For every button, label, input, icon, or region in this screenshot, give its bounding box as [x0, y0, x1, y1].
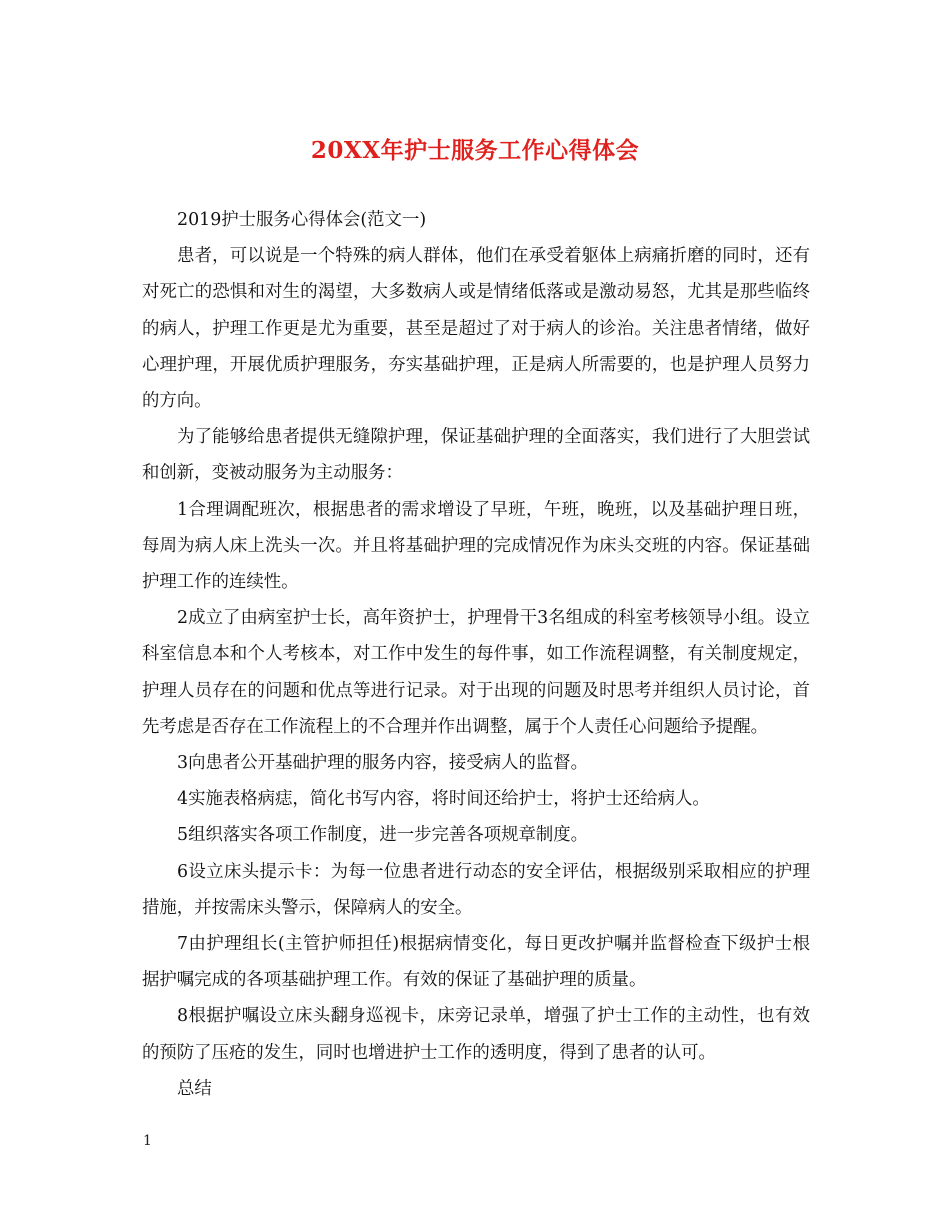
section-heading: 总结 — [177, 1078, 212, 1099]
list-item: 6设立床头提示卡：为每一位患者进行动态的安全评估，根据级别采取相应的护理措施，并按需床头警示，保障病人的安全。 — [142, 861, 810, 918]
document-title: 20XX年护士服务工作心得体会 — [310, 137, 640, 164]
list-item: 7由护理组长(主管护师担任)根据病情变化，每日更改护嘱并监督检查下级护士根据护嘱完成的各项基础护理工作。有效的保证了基础护理的质量。 — [142, 934, 810, 991]
list-item: 2成立了由病室护士长，高年资护士，护理骨干3名组成的科室考核领导小组。设立科室信息本和个人考核本，对工作中发生的每件事，如工作流程调整，有关制度规定，护理人员存在的问题和优点等进行记录。对于出现的问题及时思考并组织人员讨论，首先考虑是否存在工作流程上的不合理并作出调整，属于个人责任心问题给予提醒。 — [142, 608, 810, 737]
paragraph: 为了能够给患者提供无缝隙护理，保证基础护理的全面落实，我们进行了大胆尝试和创新，变被动服务为主动服务： — [142, 427, 810, 484]
paragraph: 患者，可以说是一个特殊的病人群体，他们在承受着躯体上病痛折磨的同时，还有对死亡的恐惧和对生的渴望，大多数病人或是情绪低落或是激动易怒，尤其是那些临终的病人，护理工作更是尤为重要，甚至是超过了对于病人的诊治。关注患者情绪，做好心理护理，开展优质护理服务，夯实基础护理，正是病人所需要的，也是护理人员努力的方向。 — [142, 246, 810, 412]
list-item: 1合理调配班次，根据患者的需求增设了早班，午班，晚班，以及基础护理日班，每周为病人床上洗头一次。并且将基础护理的完成情况作为床头交班的内容。保证基础护理工作的连续性。 — [142, 499, 810, 593]
list-item: 5组织落实各项工作制度，进一步完善各项规章制度。 — [177, 825, 589, 846]
document-body — [142, 202, 810, 1107]
list-item: 3向患者公开基础护理的服务内容，接受病人的监督。 — [177, 753, 589, 774]
list-item: 4实施表格病痣，简化书写内容，将时间还给护士，将护士还给病人。 — [177, 789, 710, 810]
page-number: 1 — [143, 1133, 152, 1149]
list-item: 8根据护嘱设立床头翻身巡视卡，床旁记录单，增强了护士工作的主动性，也有效的预防了压疮的发生，同时也增进护士工作的透明度，得到了患者的认可。 — [142, 1006, 810, 1063]
paragraph-subtitle: 2019护士服务心得体会(范文一) — [177, 210, 427, 230]
